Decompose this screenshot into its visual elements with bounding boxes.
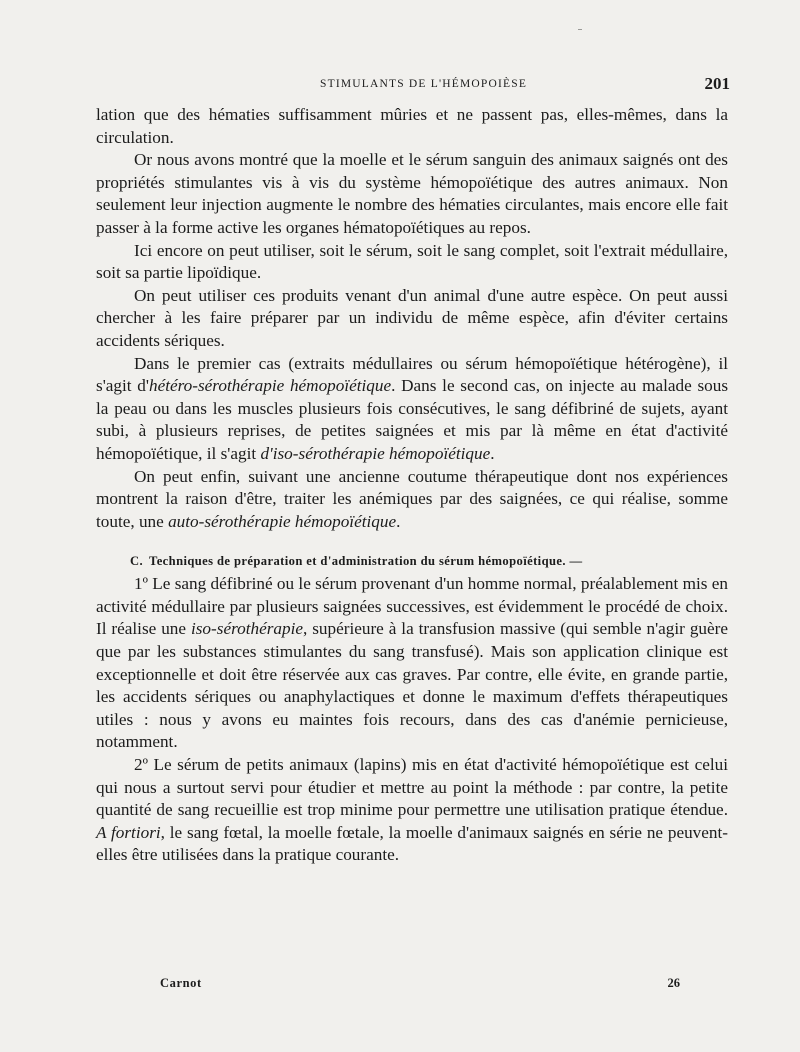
paragraph-text: On peut utiliser ces produits venant d'un animal d'une autre espèce. On peut aussi chercher à les faire préparer par un individu de même espèce, afin d'éviter certains accidents sériques. — [96, 285, 728, 350]
page-number: 201 — [704, 74, 730, 93]
paragraph-text: On peut enfin, suivant une ancienne coutume thérapeutique dont nos expériences montrent la raison d'être, traiter les anémiques par des saignées, ce qui réalise, somme toute, une — [96, 466, 728, 531]
italic-term: d'iso-sérothérapie hémopoïétique — [260, 443, 491, 463]
paragraph-text: , le sang fœtal, la moelle fœtale, la moelle d'animaux saignés en série ne peuvent-elles être utilisées dans la pratique courante. — [96, 822, 728, 865]
body-text — [96, 104, 728, 867]
running-title: STIMULANTS DE L'HÉMOPOIÈSE — [320, 78, 528, 90]
page-footer — [160, 976, 680, 996]
paragraph — [96, 466, 728, 534]
paragraph-text: 1º Le sang défibriné ou le sérum provenant d'un homme normal, préalablement mis en activité médullaire par plusieurs saignées successives, est évidemment le procédé de choix. Il réalise une — [96, 574, 728, 639]
section-letter: C. — [130, 554, 144, 569]
paragraph — [96, 573, 728, 754]
paragraph-text: Dans le premier cas (extraits médullaires ou sérum hémopoïétique hétérogène), il s'agit d' — [96, 353, 728, 396]
paragraph-text: 2º Le sérum de petits animaux (lapins) mis en état d'activité hémopoïétique est celui qui nous a surtout servi pour étudier et mettre au point la méthode : par contre, la petite quantité de sang recueillie est trop minime pour permettre une utilisation pratique étendue. — [96, 755, 728, 820]
section-heading — [96, 552, 728, 570]
italic-term: auto-sérothérapie hémopoïétique — [168, 511, 397, 531]
paragraph — [96, 353, 728, 466]
paragraph — [96, 240, 728, 285]
paragraph-text: lation que des hématies suffisamment mûries et ne passent pas, elles-mêmes, dans la circulation. — [96, 105, 728, 147]
print-speck — [578, 29, 582, 30]
page-header — [300, 74, 730, 96]
italic-term: hétéro-sérothérapie hémopoïétique — [148, 376, 392, 396]
italic-term: A fortiori — [96, 822, 161, 842]
italic-term: iso-sérothérapie — [190, 619, 303, 639]
paragraph-text: . — [396, 511, 401, 531]
paragraph-text: Or nous avons montré que la moelle et le sérum sanguin des animaux saignés ont des propriétés stimulantes vis à vis du système hémopoïétique des autres animaux. Non seulement leur injection augmente le nombre des hématies circulantes, mais encore elle fait passer à la forme active les organes hématopoïétiques au repos. — [96, 150, 728, 237]
paragraph-text: . Dans le second cas, on injecte au malade sous la peau ou dans les muscles plusieurs fois consécutives, le sang défibriné de sujets, ayant subi, à plusieurs reprises, de petites saignées et mis par là même en état d'activité hémopoïétique, il s'agit — [96, 376, 729, 463]
paragraph — [96, 149, 728, 239]
section-title: Techniques de préparation et d'administration du sérum hémopoïétique. — — [149, 554, 583, 569]
paragraph — [96, 104, 728, 149]
paragraph-text: , supérieure à la transfusion massive (qui semble n'agir guère que par les substances stimulantes du sang transfusé). Mais son application clinique est exceptionnelle et doit être réservée aux cas graves. Par contre, elle évite, en grande partie, les accidents sériques ou anaphylactiques et donne le maximum d'effets thérapeutiques utiles : nous y avons eu maintes fois recours, dans des cas d'anémie pernicieuse, notamment. — [96, 619, 728, 752]
signature-mark: 26 — [667, 976, 680, 990]
paragraph-text: . — [490, 443, 495, 463]
paragraph — [96, 285, 728, 353]
paragraph — [96, 754, 728, 867]
paragraph-text: Ici encore on peut utiliser, soit le sérum, soit le sang complet, soit l'extrait médullaire, soit sa partie lipoïdique. — [96, 240, 728, 283]
footer-author: Carnot — [160, 976, 202, 990]
